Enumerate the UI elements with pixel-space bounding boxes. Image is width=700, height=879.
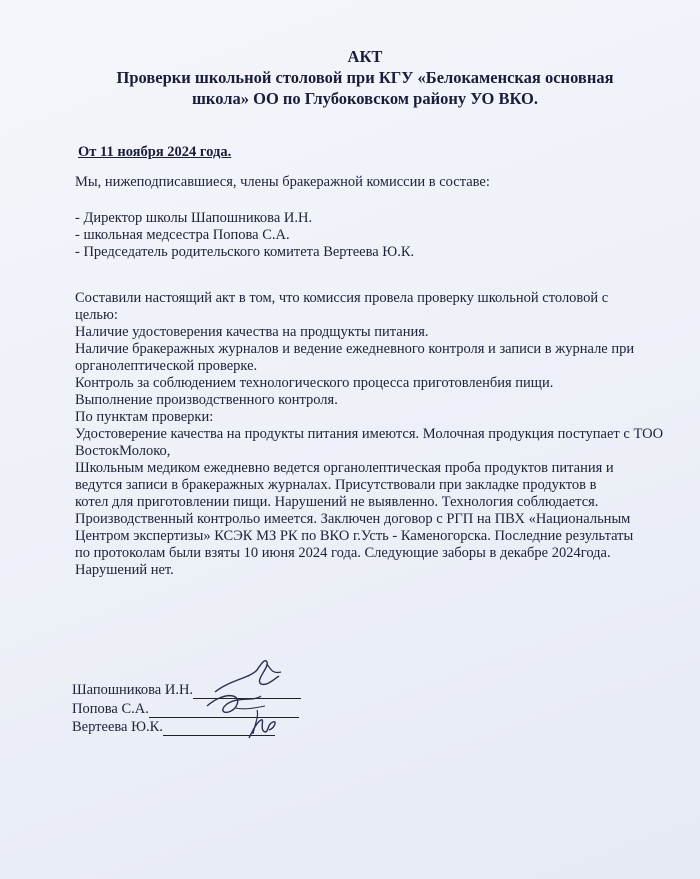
body-line: органолептической проверке.	[75, 358, 258, 374]
signature-name: Шапошникова И.Н.	[72, 682, 194, 698]
document-title: АКТ	[347, 47, 383, 66]
body-line: Выполнение производственного контроля.	[75, 392, 338, 408]
intro-text: Мы, нижеподписавшиеся, члены бракеражной комиссии в составе:	[75, 174, 490, 190]
document-subtitle-line-2: школа» ОО по Глубоковском району УО ВКО.	[191, 89, 538, 108]
body-line: Наличие бракеражных журналов и ведение ежедневного контроля и записи в журнале при	[75, 341, 635, 357]
body-line: Производственный контрольо имеется. Заключен договор с РГП на ПВХ «Национальным	[75, 511, 631, 527]
body-line: по протоколам были взяты 10 июня 2024 года. Следующие заборы в декабре 2024года.	[75, 545, 611, 561]
body-line: целью:	[75, 307, 118, 323]
document-date: От 11 ноября 2024 года.	[78, 144, 232, 160]
handwritten-signatures	[195, 650, 315, 750]
body-line: котел для приготовлении пищи. Нарушений не выявленно. Технология соблюдается.	[75, 494, 599, 510]
signature-name: Попова С.А.	[72, 701, 149, 717]
document-header	[60, 46, 670, 109]
body-line: Составили настоящий акт в том, что комиссия провела проверку школьной столовой с	[75, 290, 609, 306]
member-parent-chair: - Председатель родительского комитета Вертеева Ю.К.	[75, 244, 415, 260]
body-line: Контроль за соблюдением технологического процесса приготовленбия пищи.	[75, 375, 554, 391]
body-line: Центром экспертизы» КСЭК МЗ РК по ВКО г.Усть - Каменогорска. Последние результаты	[75, 528, 634, 544]
body-line: Нарушений нет.	[75, 562, 174, 578]
body-line: Школьным медиком ежедневно ведется органолептическая проба продуктов питания и	[75, 460, 614, 476]
body-line: ведутся записи в бракеражных журналах. Присутствовали при закладке продуктов в	[75, 477, 597, 493]
document-subtitle-line-1: Проверки школьной столовой при КГУ «Белокаменская основная	[116, 68, 614, 87]
body-line: Наличие удостоверения качества на продщукты питания.	[75, 324, 429, 340]
member-director: - Директор школы Шапошникова И.Н.	[75, 210, 313, 226]
member-nurse: - школьная медсестра Попова С.А.	[75, 227, 290, 243]
body-line: По пунктам проверки:	[75, 409, 214, 425]
body-line: ВостокМолоко,	[75, 443, 171, 459]
body-line: Удостоверение качества на продукты питания имеются. Молочная продукция поступает с ТОО	[75, 426, 664, 442]
signature-name: Вертеева Ю.К.	[72, 719, 163, 735]
